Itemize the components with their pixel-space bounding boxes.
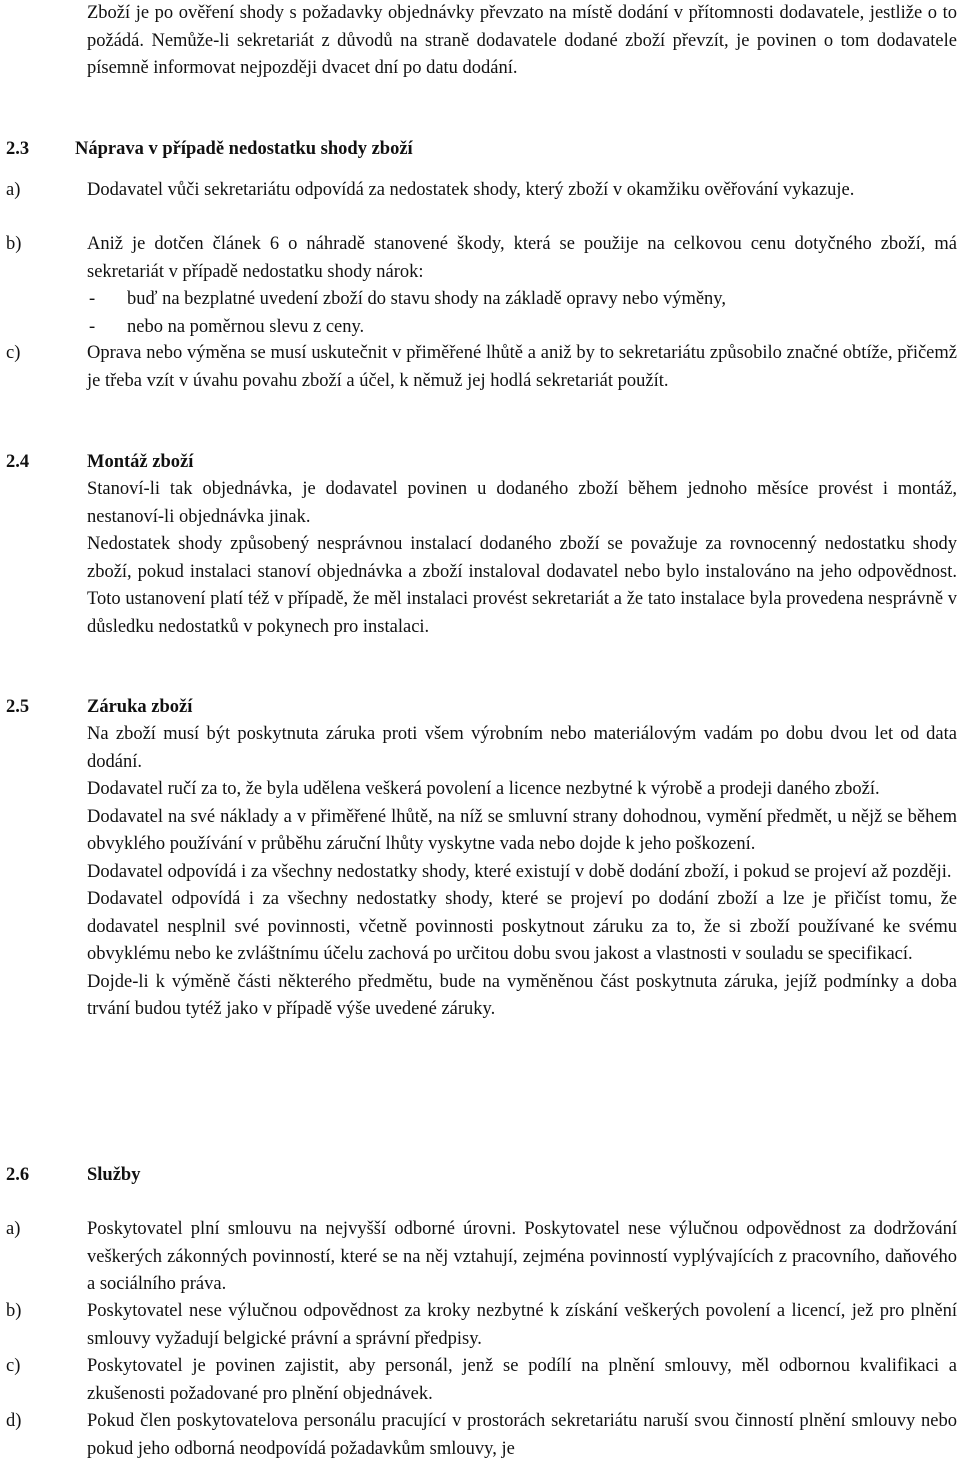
list-marker: d) (6, 1411, 22, 1431)
paragraph: Dojde-li k výměně části některého předmětu, bude na vyměněnou část poskytnuta záruka, jejíž podmínky a doba trvání budou tytéž jako v případě výše uvedené záruky. (87, 971, 957, 1019)
dash-bullet: - (89, 316, 96, 337)
list-item-text: Aniž je dotčen článek 6 o náhradě stanovené škody, která se použije na celkovou cenu dotyčného zboží, má sekretariát v případě nedostatku shody nárok: (87, 234, 957, 282)
section-2-4-title (87, 449, 193, 477)
list-item-text: Dodavatel vůči sekretariátu odpovídá za nedostatek shody, který zboží v okamžiku ověřování vykazuje. (87, 180, 855, 200)
section-number: 2.4 (6, 452, 30, 472)
section-number: 2.6 (6, 1165, 30, 1185)
paragraph: Na zboží musí být poskytnuta záruka proti všem výrobním nebo materiálovým vadám po dobu dvou let od data dodání. (87, 724, 957, 772)
list-item-text: Oprava nebo výměna se musí uskutečnit v přiměřené lhůtě a aniž by to sekretariátu způsobilo značné obtíže, přičemž je třeba vzít v úvahu povahu zboží a účel, k němuž jej hodlá sekretariát použít. (87, 343, 957, 391)
section-2-5-title (87, 694, 192, 722)
list-marker: c) (6, 1356, 21, 1376)
paragraph: Dodavatel na své náklady a v přiměřené lhůtě, na níž se smluvní strany dohodnou, vymění předmět, u nějž se během obvyklého používání v průběhu záruční lhůty vyskytne vada nebo dojde k jeho poškození. (87, 806, 957, 854)
section-title: Služby (87, 1165, 141, 1185)
list-item-text: Poskytovatel je povinen zajistit, aby personál, jenž se podílí na plnění smlouvy, měl odbornou kvalifikaci a zkušenosti požadované pro plnění objednávek. (87, 1356, 957, 1404)
list-marker: b) (6, 234, 22, 254)
intro-text: Zboží je po ověření shody s požadavky objednávky převzato na místě dodání v přítomnosti dodavatele, jestliže o to požádá. Nemůže-li sekretariát z důvodů na straně dodavatele dodané zboží převzít, je povinen o tom dodavatele písemně informovat nejpozději dvacet dní po datu dodání. (87, 3, 957, 78)
section-2-5-body (87, 721, 957, 1024)
list-item (87, 1216, 957, 1299)
paragraph: Dodavatel odpovídá i za všechny nedostatky shody, které se projeví po dodání zboží a lze je přičíst tomu, že dodavatel nesplnil své povinnosti, včetně povinnosti poskytnout záruku za to, že si zboží používané ke svému obvyklému nebo ke zvláštnímu účelu zachová po určitou dobu svou jakost a vlastnosti v souladu se specifikací. (87, 889, 957, 964)
section-2-5-heading (6, 694, 29, 722)
section-title: Záruka zboží (87, 697, 193, 717)
list-item-text: Poskytovatel nese výlučnou odpovědnost za kroky nezbytné k získání veškerých povolení a licencí, jež pro plnění smlouvy vyžadují belgické právní a správní předpisy. (87, 1301, 957, 1349)
intro-paragraph (87, 0, 957, 83)
section-2-6-heading (6, 1162, 29, 1190)
sub-list-item-text: buď na bezplatné uvedení zboží do stavu shody na základě opravy nebo výměny, (127, 289, 726, 309)
section-number: 2.5 (6, 697, 30, 717)
list-item (87, 1353, 957, 1408)
sub-list-item (87, 286, 957, 314)
list-marker: c) (6, 343, 21, 363)
section-number: 2.3 (6, 139, 30, 159)
section-2-6-title (87, 1162, 140, 1190)
paragraph: Dodavatel odpovídá i za všechny nedostatky shody, které existují v době dodání zboží, i pokud se projeví až později. (87, 861, 952, 882)
paragraph: Nedostatek shody způsobený nesprávnou instalací dodaného zboží se považuje za rovnocenný nedostatku shody zboží, pokud instalaci stanoví objednávka a zboží instaloval dodavatel nebo bylo instalováno na jeho odpovědnost. Toto ustanovení platí též v případě, že měl instalaci provést sekretariát a že tato instalace byla provedena nesprávně v důsledku nedostatků v pokynech pro instalaci. (87, 534, 957, 637)
dash-bullet: - (89, 289, 96, 309)
section-2-4-body (87, 476, 957, 641)
section-2-4-heading (6, 449, 29, 477)
list-marker: b) (6, 1301, 22, 1321)
list-item (87, 1298, 957, 1353)
list-item-text: Poskytovatel plní smlouvu na nejvyšší odborné úrovni. Poskytovatel nese výlučnou odpovědnost za dodržování veškerých zákonných povinností, které se na něj vztahují, zejména povinností vyplývajících z pracovního, daňového a sociálního práva. (87, 1219, 957, 1294)
list-item (87, 231, 957, 341)
list-item (87, 1408, 957, 1463)
list-item-text: Pokud člen poskytovatelova personálu pracující v prostorách sekretariátu naruší svou činností plnění smlouvy nebo pokud jeho odborná neodpovídá požadavkům smlouvy, je (87, 1411, 957, 1459)
list-marker: a) (6, 180, 21, 200)
section-title: Montáž zboží (87, 452, 194, 472)
section-2-3-heading (6, 136, 29, 164)
list-marker: a) (6, 1219, 21, 1239)
sub-list-item (87, 314, 957, 342)
section-2-3-title (75, 136, 413, 164)
paragraph: Stanoví-li tak objednávka, je dodavatel povinen u dodaného zboží během jednoho měsíce provést i montáž, nestanoví-li objednávka jinak. (87, 479, 957, 527)
list-item (87, 177, 957, 205)
sub-list-item-text: nebo na poměrnou slevu z ceny. (127, 316, 365, 337)
list-item (87, 340, 957, 395)
paragraph: Dodavatel ručí za to, že byla udělena veškerá povolení a licence nezbytné k výrobě a prodeji daného zboží. (87, 779, 880, 799)
section-title: Náprava v případě nedostatku shody zboží (75, 139, 413, 159)
